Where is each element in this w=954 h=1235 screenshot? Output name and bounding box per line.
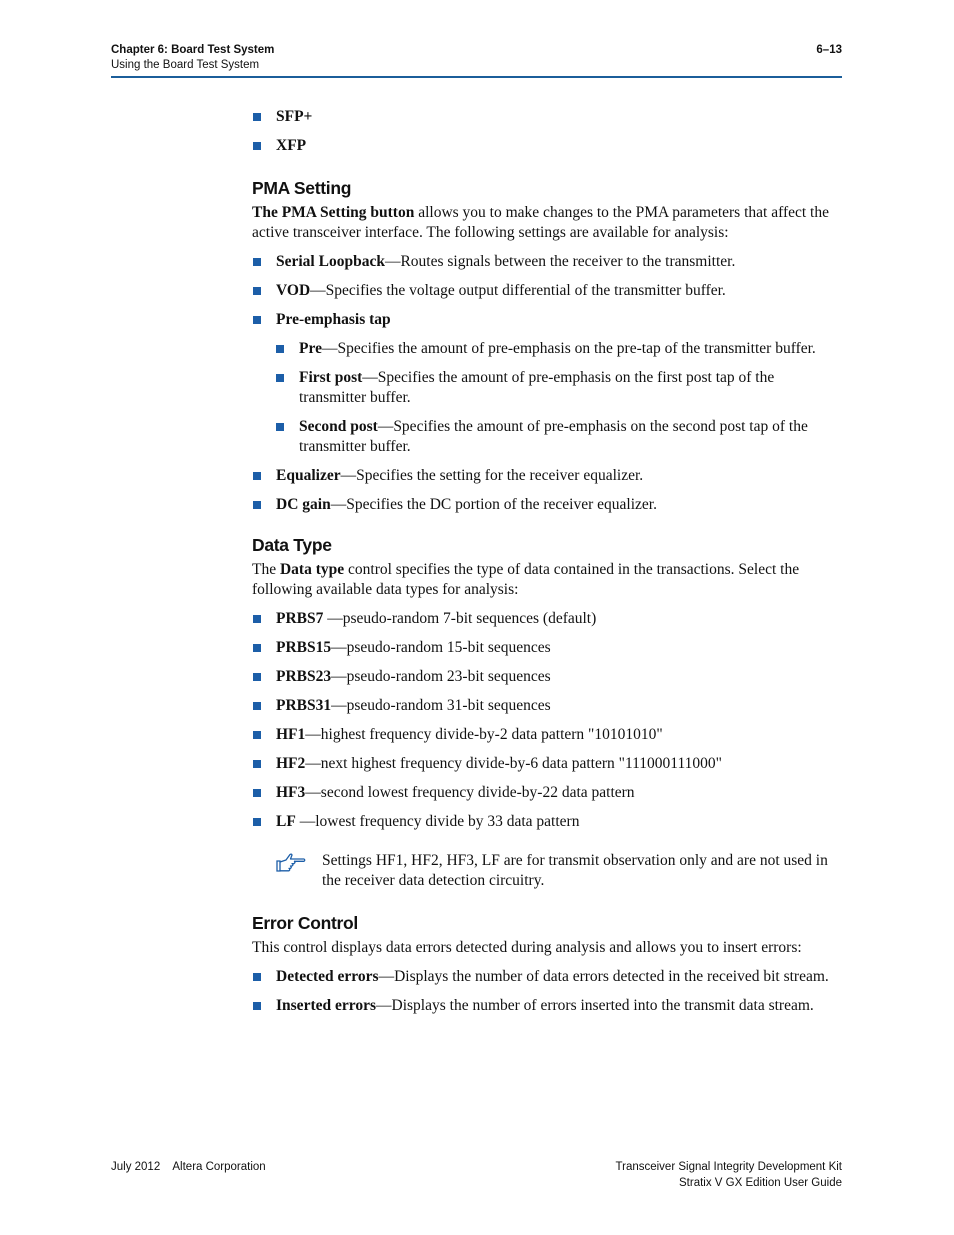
- list-item: SFP+: [252, 107, 844, 127]
- sub-list-item: Second post—Specifies the amount of pre-emphasis on the second post tap of the transmitter buffer.: [275, 417, 844, 457]
- list-item: Pre-emphasis tap: [252, 310, 844, 330]
- bullet-icon: [253, 615, 261, 623]
- list-item: XFP: [252, 136, 844, 156]
- section-heading: Data Type: [252, 535, 332, 555]
- page-footer: [111, 1159, 842, 1189]
- list-item: DC gain—Specifies the DC portion of the receiver equalizer.: [252, 495, 844, 515]
- bullet-icon: [253, 287, 261, 295]
- list-item: HF3—second lowest frequency divide-by-22 data pattern: [252, 783, 844, 803]
- list-item: HF1—highest frequency divide-by-2 data pattern "10101010": [252, 725, 844, 745]
- bullet-icon: [276, 374, 284, 382]
- list-item: Equalizer—Specifies the setting for the receiver equalizer.: [252, 466, 844, 486]
- sub-list-item: Pre—Specifies the amount of pre-emphasis on the pre-tap of the transmitter buffer.: [275, 339, 844, 359]
- sub-list-item: First post—Specifies the amount of pre-emphasis on the first post tap of the transmitter buffer.: [275, 368, 844, 408]
- footer-date-company: July 2012 Altera Corporation: [111, 1161, 266, 1173]
- bullet-icon: [253, 142, 261, 150]
- note-text: Settings HF1, HF2, HF3, LF are for transmit observation only and are not used in the receiver data detection circuitry.: [322, 852, 828, 889]
- section-title: Using the Board Test System: [111, 59, 260, 71]
- list-item: Detected errors—Displays the number of data errors detected in the received bit stream.: [252, 967, 844, 987]
- list-item: PRBS15—pseudo-random 15-bit sequences: [252, 638, 844, 658]
- chapter-title: Chapter 6: Board Test System: [111, 44, 275, 56]
- section-heading: PMA Setting: [252, 178, 352, 198]
- list-item: HF2—next highest frequency divide-by-6 data pattern "111000111000": [252, 754, 844, 774]
- list-item: LF —lowest frequency divide by 33 data pattern: [252, 812, 844, 832]
- bullet-icon: [253, 973, 261, 981]
- paragraph: The PMA Setting button allows you to make changes to the PMA parameters that affect the active transceiver interface. The following settings are available for analysis:: [252, 204, 829, 241]
- list-item: Serial Loopback—Routes signals between the receiver to the transmitter.: [252, 252, 844, 272]
- bullet-icon: [253, 644, 261, 652]
- page-header: [111, 43, 842, 73]
- bullet-icon: [253, 501, 261, 509]
- bullet-icon: [253, 702, 261, 710]
- list-item: PRBS31—pseudo-random 31-bit sequences: [252, 696, 844, 716]
- page-body: [252, 104, 844, 1016]
- bullet-icon: [253, 1002, 261, 1010]
- list-item: Inserted errors—Displays the number of errors inserted into the transmit data stream.: [252, 996, 844, 1016]
- bullet-icon: [253, 113, 261, 121]
- header-rule: [111, 76, 842, 78]
- bullet-icon: [253, 789, 261, 797]
- section-heading: Error Control: [252, 913, 358, 933]
- pointing-hand-icon: [276, 853, 306, 879]
- paragraph: This control displays data errors detected during analysis and allows you to insert errors:: [252, 939, 802, 956]
- bullet-icon: [253, 673, 261, 681]
- bullet-icon: [253, 316, 261, 324]
- page-number: 6–13: [816, 44, 842, 56]
- footer-doc-title: Transceiver Signal Integrity Development Kit Stratix V GX Edition User Guide: [615, 1161, 842, 1189]
- bullet-icon: [253, 818, 261, 826]
- bullet-icon: [276, 345, 284, 353]
- bullet-icon: [276, 423, 284, 431]
- paragraph: The Data type control specifies the type of data contained in the transactions. Select the following available data types for analysis:: [252, 561, 800, 598]
- note-block: [252, 851, 844, 891]
- bullet-icon: [253, 760, 261, 768]
- list-item: VOD—Specifies the voltage output differential of the transmitter buffer.: [252, 281, 844, 301]
- bullet-icon: [253, 731, 261, 739]
- list-item: PRBS23—pseudo-random 23-bit sequences: [252, 667, 844, 687]
- bullet-icon: [253, 472, 261, 480]
- bullet-icon: [253, 258, 261, 266]
- list-item: PRBS7 —pseudo-random 7-bit sequences (default): [252, 609, 844, 629]
